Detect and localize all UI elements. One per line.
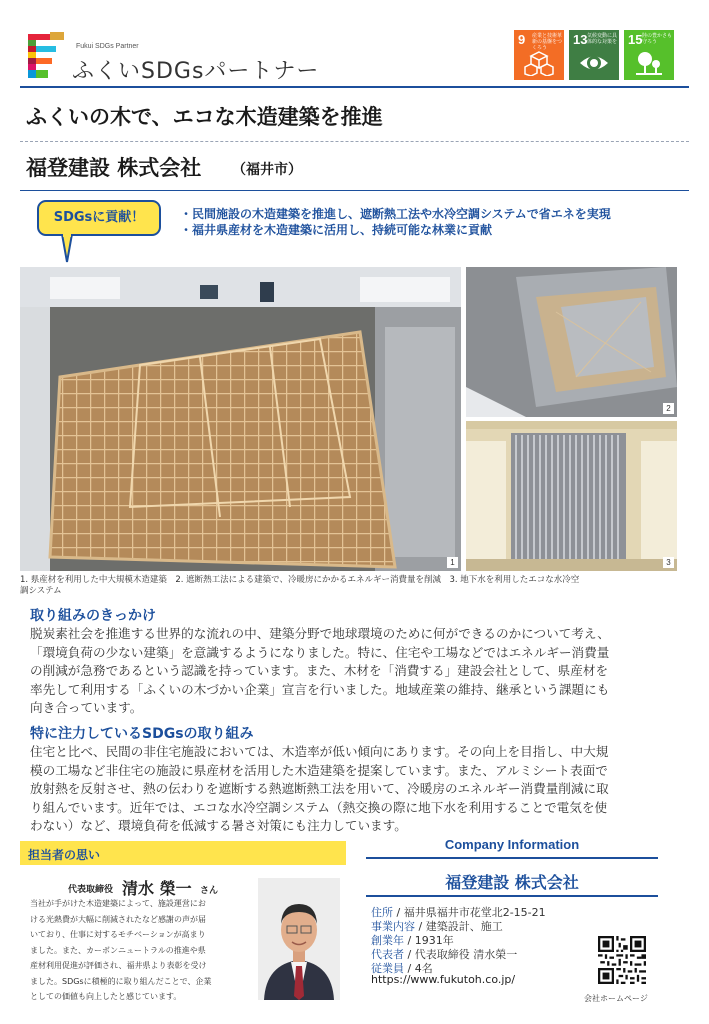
info-value: 福井県福井市花堂北2-15-21 <box>403 906 546 919</box>
info-key: 住所 <box>371 906 393 919</box>
info-value: 建築設計、施工 <box>425 920 503 933</box>
page-headline: ふくいの木で、エコな木造建築を推進 <box>26 105 383 129</box>
header-divider <box>20 86 689 88</box>
company-info-rule-bottom <box>366 895 658 897</box>
qr-code-icon[interactable] <box>598 936 646 984</box>
sdg-goal-label: 産業と技術革新の基盤をつくろう <box>532 33 563 51</box>
info-address: 住所 / 福井県福井市花堂北2-15-21 <box>371 906 546 919</box>
info-key: 創業年 <box>371 934 404 947</box>
info-key: 代表者 <box>371 948 404 961</box>
cubes-icon <box>524 50 554 76</box>
section-body-motivation: 脱炭素社会を推進する世界的な流れの中、建築分野で地球環境のために何ができるのかについて考え、 「環境負荷の少ない建築」を意識するようになりました。特に、住宅や工場などではエネルギー消費量 の削減が急務であるという認識を持っています。また、木材を「消費する」建設会社として、県産材を 率先して利用する「ふくいの木づかい企業」宣言を行いました。地域産業の維持、継承という課題にも 向き合っています。 <box>30 626 610 715</box>
photo-number: 3 <box>663 557 674 568</box>
company-info-heading: Company Information <box>444 837 580 852</box>
partner-title: ふくいSDGsパートナー <box>72 59 320 84</box>
sdg-goal-label: 気候変動に具体的な対策を <box>587 33 618 45</box>
person-section-label: 担当者の思い <box>28 848 101 862</box>
info-value: 代表取締役 清水榮一 <box>414 948 518 961</box>
sdg-goal-number: 15 <box>628 32 643 47</box>
person-name: 清水 榮一 <box>122 879 192 898</box>
fukui-sdgs-logo-mark <box>24 30 68 82</box>
sdg-goal-15-tile <box>624 30 674 80</box>
partner-subtitle: Fukui SDGs Partner <box>76 43 139 50</box>
info-key: 事業内容 <box>371 920 415 933</box>
photo-number: 1 <box>447 557 458 568</box>
info-key: 従業員 <box>371 962 404 975</box>
earth-eye-icon <box>579 50 609 76</box>
info-representative: 代表者 / 代表取締役 清水榮一 <box>371 948 518 961</box>
company-city: （福井市） <box>232 162 302 178</box>
bubble-tail <box>60 234 76 264</box>
sdgs-bullet: ・民間施設の木造建築を推進し、遮断熱工法や水冷空調システムで省エネを実現 <box>180 207 611 221</box>
section-title-focus: 特に注力しているSDGsの取り組み <box>30 726 254 742</box>
photo-water-cooled-ac <box>466 421 677 571</box>
company-name: 福登建設 株式会社 <box>26 156 202 180</box>
info-employees: 従業員 / 4名 <box>371 962 433 975</box>
sdg-goal-9-tile <box>514 30 564 80</box>
company-info-name: 福登建設 株式会社 <box>445 873 579 892</box>
company-divider <box>20 190 689 191</box>
person-role: 代表取締役 <box>68 885 114 895</box>
qr-code-label: 会社ホームページ <box>584 994 648 1003</box>
sdgs-contribution-bubble: SDGsに貢献！ <box>37 200 161 236</box>
tree-icon <box>634 50 664 76</box>
person-message: 当社が手がけた木造建築によって、施設運営にお ける光熱費が大幅に削減されたなど感謝の声が届 いており、仕事に対するモチベーションが高まり ました。また、カーボンニュートラルの推進や県 産材利用促進が評価され、福井県より表彰を受け ました。SDGsに積極的に取り組んだことで、企業 としての価値も向上したと感じています。 <box>30 899 212 1001</box>
photo-wooden-frame <box>20 267 461 571</box>
sdg-goal-number: 13 <box>573 32 588 47</box>
info-founded: 創業年 / 1931年 <box>371 934 454 947</box>
company-info-rule-top <box>366 857 658 859</box>
sdg-goal-number: 9 <box>518 32 526 47</box>
photo-number: 2 <box>663 403 674 414</box>
info-business: 事業内容 / 建築設計、施工 <box>371 920 503 933</box>
person-honorific: さん <box>200 886 219 896</box>
sdg-goal-label: 陸の豊かさも守ろう <box>642 33 673 45</box>
photo-roof-insulation <box>466 267 677 417</box>
person-portrait <box>258 878 340 1000</box>
info-value: 4名 <box>414 962 433 975</box>
info-value: 1931年 <box>414 934 454 947</box>
photo-caption: 1. 県産材を利用した中大規模木造建築 2. 遮断熱工法による建築で、冷暖房にかかるエネルギー消費量を削減 3. 地下水を利用したエコな水冷空 調システム <box>20 575 580 596</box>
section-body-focus: 住宅と比べ、民間の非住宅施設においては、木造率が低い傾向にあります。その向上を目指し、中大規 模の工場など非住宅の施設に県産材を活用した木造建築を提案しています。また、アルミシート表面で 放射熱を反射させ、熱の伝わりを遮断する熱遮断熱工法を用いて、冷暖房のエネルギー消費量削減に取 り組んでいます。近年では、エコな水冷空調システム（熱交換の際に地下水を利用することで電気を使 わない）など、環境負荷を低減する暑さ対策にも注力しています。 <box>30 744 609 833</box>
sdgs-bullet: ・福井県産材を木造建築に活用し、持続可能な林業に貢献 <box>180 223 493 237</box>
company-website-link[interactable]: https://www.fukutoh.co.jp/ <box>371 973 516 986</box>
sdg-goal-13-tile <box>569 30 619 80</box>
headline-divider <box>20 141 689 142</box>
section-title-motivation: 取り組みのきっかけ <box>30 608 156 624</box>
